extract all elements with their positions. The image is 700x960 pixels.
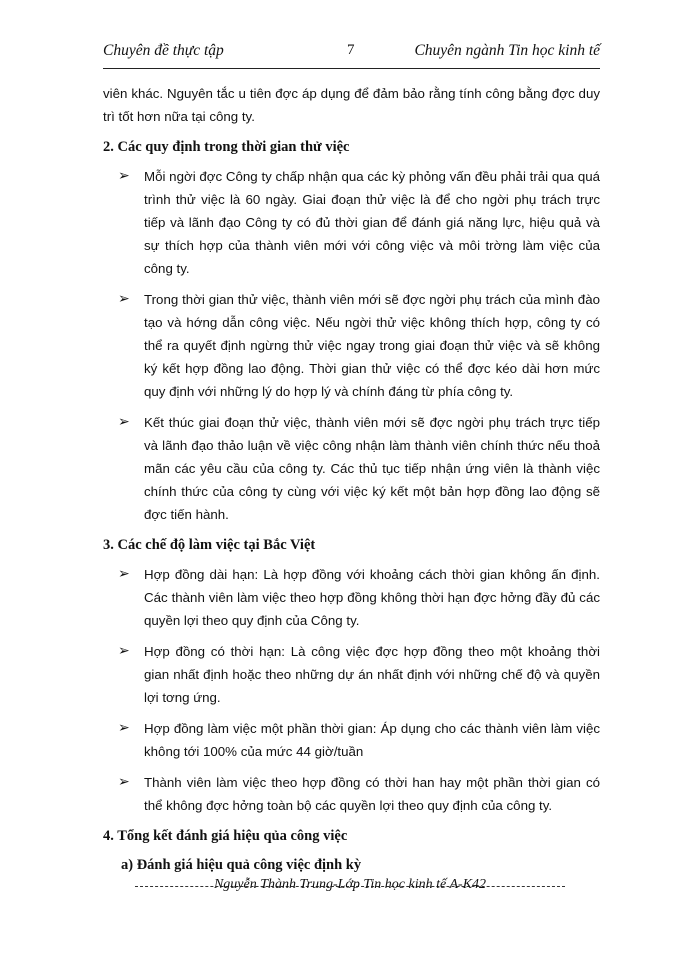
footer-author: Nguyễn Thành Trung-Lớp Tin học kinh tế A-K42 — [213, 877, 487, 892]
section-3-title: 3. Các chế độ làm việc tại Bắc Việt — [103, 537, 316, 553]
section-2-title: 2. Các quy định trong thời gian thử việc — [103, 139, 350, 155]
arrow-bullet-icon: ➢ — [118, 291, 130, 307]
list-item: ➢ Thành viên làm việc theo hợp đồng có thời han hay một phần thời gian có thể không đợc hởng toàn bộ các quyền lợi theo quy định của công ty. — [103, 771, 600, 817]
list-item: ➢ Trong thời gian thử việc, thành viên mới sẽ đợc ngời phụ trách của mình đào tạo và hớng dẫn công việc. Nếu ngời thử việc không thích hợp, công ty có thể ra quyết định ngừng thử việc ngay trong giai đoạn thử việc và sẽ không ký kết hợp đồng lao động. Thời gian thử việc có thể đợc kéo dài hơn mức quy định với những lý do hợp lý và chính đáng từ phía công ty. — [103, 288, 600, 403]
arrow-bullet-icon: ➢ — [118, 643, 130, 659]
arrow-bullet-icon: ➢ — [118, 774, 130, 790]
list-item: ➢ Mỗi ngời đợc Công ty chấp nhận qua các kỳ phỏng vấn đều phải trải qua quá trình thử việc là 60 ngày. Giai đoạn thử việc là để cho ngời phụ trách trực tiếp và lãnh đạo Công ty có đủ thời gian để đánh giá năng lực, hiệu quả và sự thích hợp của thành viên mới với công việc và môi trờng làm việc của công ty. — [103, 165, 600, 280]
arrow-bullet-icon: ➢ — [118, 720, 130, 736]
list-item: ➢ Hợp đồng làm việc một phần thời gian: Áp dụng cho các thành viên làm việc không tới 100% của mức 44 giờ/tuần — [103, 717, 600, 763]
list-item: ➢ Hợp đồng có thời hạn: Là công việc đợc hợp đồng theo một khoảng thời gian nhất định hoặc theo những dự án nhất định với những chế độ và quyền lợi tơng ứng. — [103, 640, 600, 709]
section-4-title: 4. Tổng kết đánh giá hiệu qủa công việc — [103, 828, 348, 844]
page-footer — [135, 877, 565, 893]
page-header — [103, 40, 600, 69]
arrow-bullet-icon: ➢ — [118, 168, 130, 184]
arrow-bullet-icon: ➢ — [118, 414, 130, 430]
intro-paragraph: viên khác. Nguyên tắc u tiên đợc áp dụng để đảm bảo rằng tính công bằng đợc duy trì tốt hơn nữa tại công ty. — [103, 86, 600, 124]
section-4a-subtitle: a) Đánh giá hiệu quả công việc định kỳ — [121, 857, 362, 873]
arrow-bullet-icon: ➢ — [118, 566, 130, 582]
header-major: Chuyên ngành Tin học kinh tế — [414, 42, 600, 59]
page-body — [103, 82, 600, 877]
list-item: ➢ Kết thúc giai đoạn thử việc, thành viên mới sẽ đợc ngời phụ trách trực tiếp và lãnh đạo thảo luận về việc công nhận làm thành viên chính thức nếu thoả mãn các yêu cầu của công ty. Các thủ tục tiếp nhận ứng viên là thành việc chính thức của công ty cùng với việc ký kết một bản hợp đồng lao động sẽ đợc tiến hành. — [103, 411, 600, 526]
list-item: ➢ Hợp đồng dài hạn: Là hợp đồng với khoảng cách thời gian không ấn định. Các thành viên làm việc theo hợp đồng không thời hạn đợc hởng đầy đủ các quyền lợi theo quy định của Công ty. — [103, 563, 600, 632]
header-document-type: Chuyên đề thực tập — [103, 42, 224, 59]
page-number: 7 — [347, 42, 355, 58]
